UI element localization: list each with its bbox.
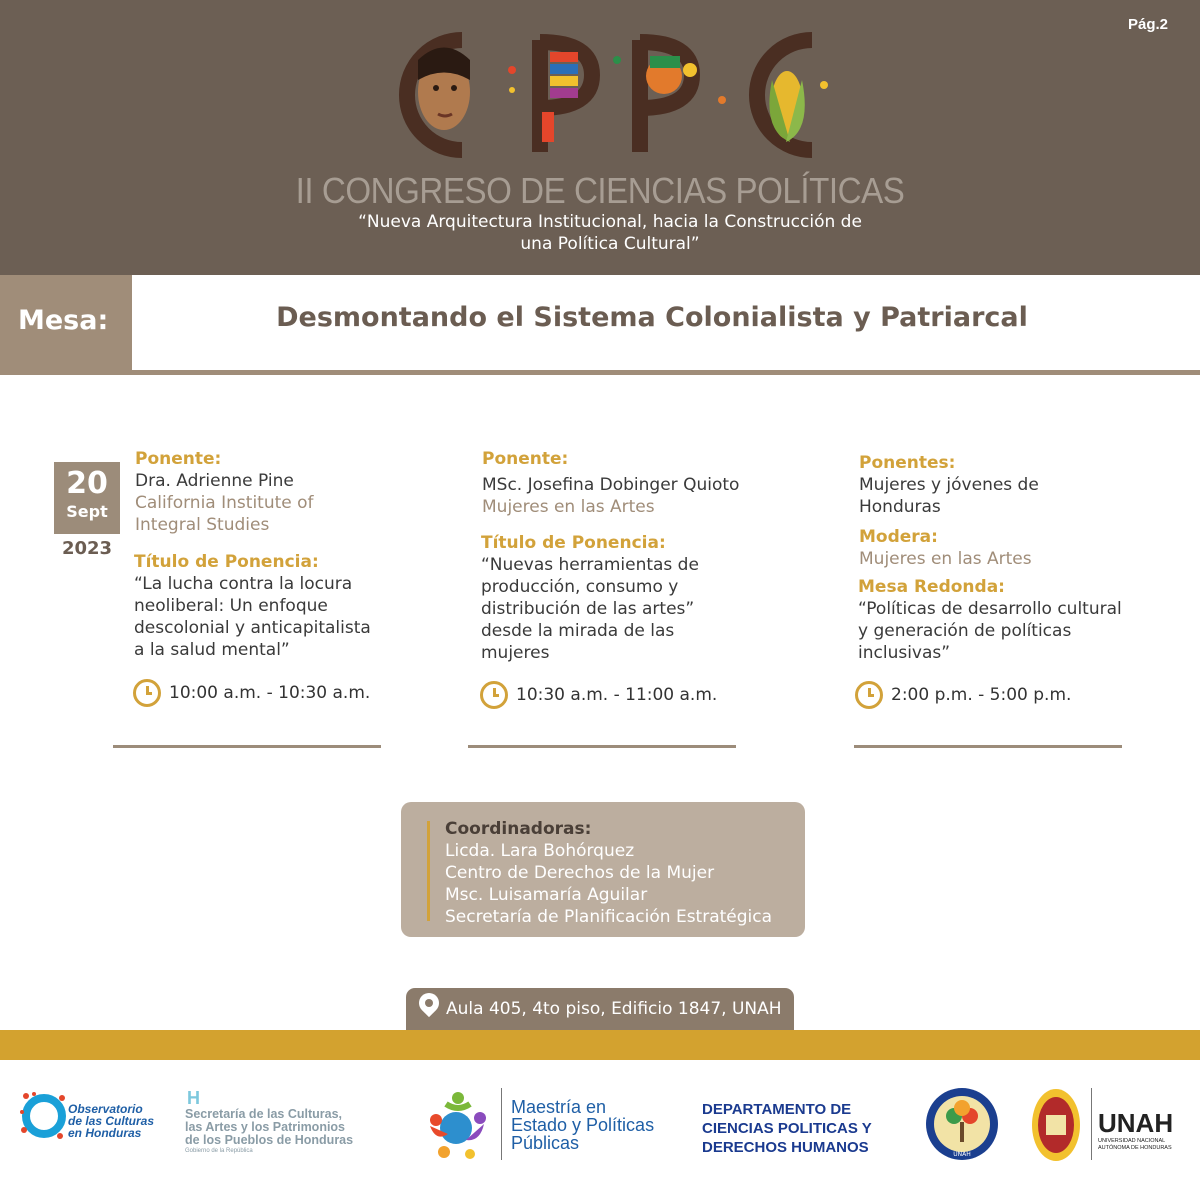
maestria-divider	[501, 1088, 502, 1160]
session-1-speaker-label: Ponente:	[135, 449, 222, 469]
subtitle-line-2: una Política Cultural”	[520, 234, 700, 254]
secretaria-small: Gobierno de la República	[185, 1148, 253, 1154]
unah-small-line: UNIVERSIDAD NACIONAL	[1098, 1138, 1166, 1144]
session-3-speaker-line-1: Mujeres y jóvenes de	[859, 475, 1039, 495]
observatorio-line: en Honduras	[68, 1126, 142, 1140]
clock-icon	[133, 679, 161, 707]
date-month: Sept	[66, 502, 108, 521]
date-year: 2023	[61, 538, 113, 559]
maestria-line: Estado y Políticas	[511, 1115, 655, 1135]
date-badge	[54, 462, 120, 534]
coordinator-line: Licda. Lara Bohórquez	[445, 841, 635, 861]
session-1-talk-line: “La lucha contra la locura	[134, 574, 353, 594]
departamento-line: DEPARTAMENTO DE	[702, 1101, 852, 1118]
session-2-speaker: MSc. Josefina Dobinger Quioto	[482, 475, 740, 495]
clock-icon	[855, 681, 883, 709]
unah-divider	[1091, 1088, 1092, 1160]
observatorio-line: de las Culturas	[68, 1114, 155, 1128]
session-1-talk-label: Título de Ponencia:	[134, 552, 319, 572]
session-2-talk-line: producción, consumo y	[481, 577, 679, 597]
secretaria-line: de los Pueblos de Honduras	[185, 1133, 354, 1147]
secretaria-line: las Artes y los Patrimonios	[185, 1120, 346, 1134]
mesa-title: Desmontando el Sistema Colonialista y Patriarcal	[276, 302, 1028, 333]
session-3-talk-label: Mesa Redonda:	[858, 577, 1005, 597]
session-2-talk	[481, 532, 781, 664]
session-1	[135, 448, 425, 536]
session-2-talk-line: “Nuevas herramientas de	[481, 555, 699, 575]
session-1-divider	[113, 745, 381, 748]
cppc-logo	[392, 30, 832, 160]
ciencias-sociales-seal-icon	[924, 1086, 1000, 1162]
clock-icon	[480, 681, 508, 709]
coordinator-line: Msc. Luisamaría Aguilar	[445, 885, 648, 905]
page-number: Pág.2	[1127, 16, 1168, 33]
session-2	[482, 448, 802, 518]
session-3-talk	[858, 576, 1178, 664]
session-1-time	[133, 679, 370, 707]
session-3	[859, 452, 1179, 570]
departamento-line: CIENCIAS POLITICAS Y	[702, 1120, 872, 1137]
observatorio-logo-text	[68, 1103, 154, 1139]
unah-small-line: AUTÓNOMA DE HONDURAS	[1098, 1145, 1172, 1151]
session-3-divider	[854, 745, 1122, 748]
congress-title: II CONGRESO DE CIENCIAS POLÍTICAS	[295, 170, 905, 211]
coordinators-label: Coordinadoras:	[445, 819, 592, 839]
departamento-line: DERECHOS HUMANOS	[702, 1139, 869, 1156]
coordinator-line: Centro de Derechos de la Mujer	[445, 863, 715, 883]
logo-letter-c-corn	[757, 40, 812, 150]
session-1-talk-line: descolonial y anticapitalista	[134, 618, 371, 638]
session-2-talk-line: desde la mirada de las	[481, 621, 675, 641]
mesa-label: Mesa:	[18, 305, 109, 336]
session-3-speaker-label: Ponentes:	[859, 453, 956, 473]
gold-band	[0, 1030, 1200, 1060]
session-2-talk-line: mujeres	[481, 643, 550, 663]
subtitle-line-1: “Nueva Arquitectura Institucional, hacia la Construcción de	[358, 212, 862, 232]
departamento-logo-text	[702, 1100, 872, 1157]
unah-logo-text: UNAH	[1098, 1108, 1174, 1138]
secretaria-line: Secretaría de las Culturas,	[185, 1107, 343, 1121]
maestria-line: Públicas	[511, 1133, 580, 1153]
session-1-talk	[134, 551, 424, 661]
observatorio-logo-icon	[20, 1090, 68, 1142]
unah-crest-icon	[1030, 1087, 1082, 1163]
logo-letter-p-woman	[632, 40, 697, 152]
session-2-divider	[468, 745, 736, 748]
session-2-speaker-label: Ponente:	[482, 449, 569, 469]
secretaria-mark-icon: H	[187, 1088, 200, 1108]
session-1-org-line-1: California Institute of	[135, 493, 314, 513]
congress-subtitle	[300, 211, 920, 255]
unah-small-text	[1098, 1138, 1172, 1152]
session-3-moderator-label: Modera:	[859, 527, 938, 547]
session-3-moderator: Mujeres en las Artes	[859, 549, 1032, 569]
session-3-time-text: 2:00 p.m. - 5:00 p.m.	[891, 685, 1072, 705]
session-3-time	[855, 681, 1071, 709]
maestria-line: Maestría en	[511, 1097, 607, 1117]
coordinators-accent-bar	[427, 821, 430, 921]
coordinators-text	[445, 818, 805, 928]
secretaria-logo-text	[185, 1108, 353, 1155]
maestria-globe-icon	[418, 1090, 494, 1162]
location-text: Aula 405, 4to piso, Edificio 1847, UNAH	[446, 999, 782, 1019]
header-banner	[0, 0, 1200, 275]
session-3-talk-line: y generación de políticas	[858, 621, 1072, 641]
observatorio-line: Observatorio	[68, 1102, 143, 1116]
session-1-org-line-2: Integral Studies	[135, 515, 270, 535]
session-2-talk-line: distribución de las artes”	[481, 599, 695, 619]
mesa-divider	[0, 370, 1200, 375]
session-2-time	[480, 681, 717, 709]
session-3-talk-line: inclusivas”	[858, 643, 951, 663]
logo-letter-c-face	[407, 40, 470, 150]
logo-letter-p-textile	[532, 40, 592, 152]
session-3-speaker-line-2: Honduras	[859, 497, 941, 517]
coordinator-line: Secretaría de Planificación Estratégica	[445, 907, 773, 927]
session-3-talk-line: “Políticas de desarrollo cultural	[858, 599, 1122, 619]
maestria-logo-text	[511, 1098, 654, 1152]
session-1-talk-line: a la salud mental”	[134, 640, 290, 660]
seal-text: UNAH	[953, 1151, 971, 1158]
session-1-talk-line: neoliberal: Un enfoque	[134, 596, 328, 616]
session-2-talk-label: Título de Ponencia:	[481, 533, 666, 553]
session-1-speaker: Dra. Adrienne Pine	[135, 471, 294, 491]
session-2-time-text: 10:30 a.m. - 11:00 a.m.	[516, 685, 718, 705]
session-2-org: Mujeres en las Artes	[482, 497, 655, 517]
date-day: 20	[66, 466, 108, 501]
session-1-time-text: 10:00 a.m. - 10:30 a.m.	[169, 683, 371, 703]
